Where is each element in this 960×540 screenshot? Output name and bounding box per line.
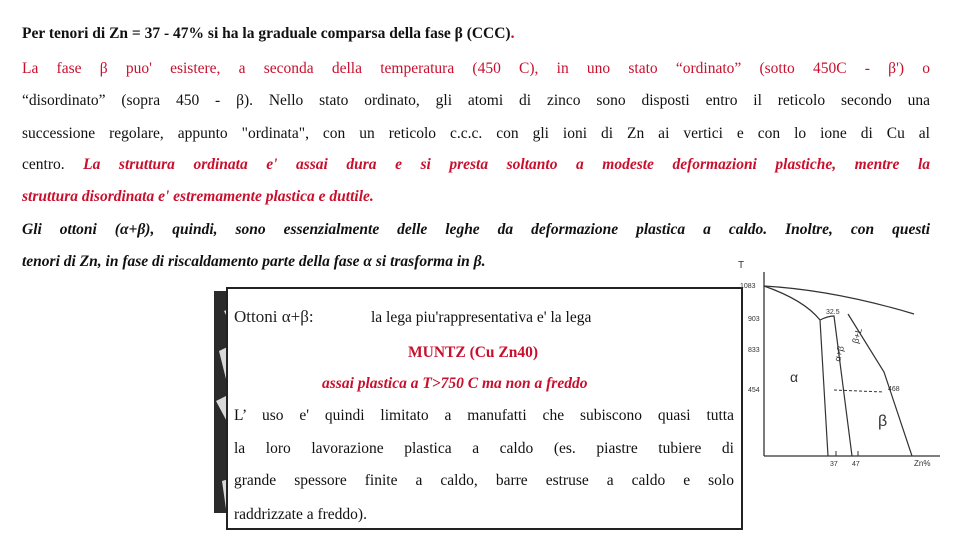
y-axis-label: T bbox=[738, 260, 745, 271]
annotation-468: 468 bbox=[888, 386, 900, 393]
phase-label-beta: β bbox=[878, 413, 888, 430]
phase-label-alpha: α bbox=[790, 369, 799, 385]
heading-beta-symbol: β bbox=[454, 25, 463, 42]
heading-suffix: (CCC) bbox=[462, 25, 511, 42]
box-body-line: raddrizzate a freddo). bbox=[234, 506, 367, 523]
paragraph2-line1: Gli ottoni (α+β), quindi, sono essenzialmente delle leghe da deformazione plastica a caldo. Inoltre, con questi bbox=[22, 221, 930, 238]
box-intro: la lega piu'rappresentativa e' la lega bbox=[371, 309, 592, 326]
annotation-32-5: 32.5 bbox=[826, 309, 840, 316]
box-body-line: grande spessore finite a caldo, barre estruse a caldo e solo bbox=[234, 472, 734, 489]
x-tick-37: 37 bbox=[830, 461, 838, 468]
y-tick-903: 903 bbox=[748, 316, 760, 323]
box-body-line: L’ uso e' quindi limitato a manufatti che subiscono quasi tutta bbox=[234, 407, 734, 424]
paragraph1-line5: struttura disordinata e' estremamente plastica e duttile. bbox=[22, 188, 374, 205]
x-axis-label: Zn% bbox=[914, 459, 931, 468]
paragraph1-line2: “disordinato” (sopra 450 - β). Nello stato ordinato, gli atomi di zinco sono disposti entro il reticolo secondo una bbox=[22, 92, 930, 109]
paragraph1-line3: successione regolare, appunto "ordinata", con un reticolo c.c.c. con gli ioni di Zn ai vertici e con lo ione di Cu al bbox=[22, 125, 930, 142]
y-tick-1083: 1083 bbox=[740, 283, 756, 290]
phase-diagram bbox=[734, 250, 944, 470]
y-tick-833: 833 bbox=[748, 347, 760, 354]
paragraph1-line4 bbox=[22, 155, 930, 175]
phase-label-alpha-beta: α+β bbox=[832, 344, 846, 363]
box-alloy-name: MUNTZ (Cu Zn40) bbox=[408, 344, 539, 361]
y-tick-454: 454 bbox=[748, 387, 760, 394]
ordering-line bbox=[834, 390, 884, 392]
alloy-info-box bbox=[226, 287, 743, 530]
paragraph1-line4-emphasis: La struttura ordinata e' assai dura e si presta soltanto a modeste deformazioni plastiche, mentre la bbox=[83, 156, 931, 173]
heading bbox=[22, 24, 514, 44]
paragraph2-line2: tenori di Zn, in fase di riscaldamento parte della fase α si trasforma in β. bbox=[22, 253, 486, 270]
box-title: Ottoni α+β: bbox=[234, 307, 314, 326]
heading-prefix: Per tenori di Zn = 37 - 47% si ha la graduale comparsa della fase bbox=[22, 25, 455, 42]
box-body-line: la loro lavorazione plastica a caldo (es. piastre tubiere di bbox=[234, 440, 734, 457]
box-property: assai plastica a T>750 C ma non a freddo bbox=[322, 375, 588, 392]
paragraph1-line4-plain: centro. bbox=[22, 156, 65, 173]
heading-period: . bbox=[510, 25, 515, 42]
x-tick-47: 47 bbox=[852, 461, 860, 468]
phase-label-beta-liquid: β+L bbox=[850, 327, 864, 345]
paragraph1-line1: La fase β puo' esistere, a seconda della temperatura (450 C), in uno stato “ordinato” (sotto 450C - β') o bbox=[22, 60, 930, 77]
beta-left-boundary bbox=[820, 316, 852, 456]
